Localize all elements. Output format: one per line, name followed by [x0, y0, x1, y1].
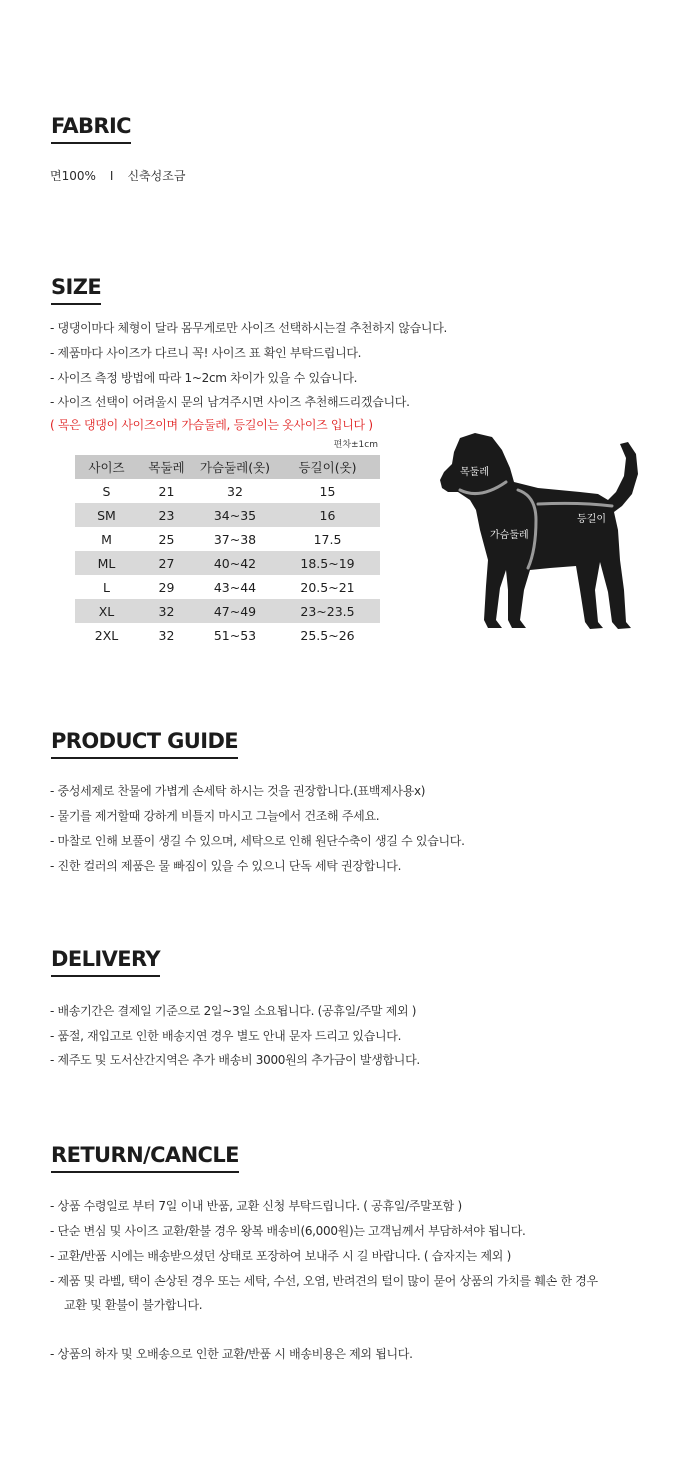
delivery-line: - 배송기간은 결제일 기준으로 2일~3일 소요됩니다. (공휴일/주말 제외 )	[50, 1004, 417, 1018]
guide-line: - 중성세제로 찬물에 가볍게 손세탁 하시는 것을 권장합니다.(표백제사용x)	[50, 784, 426, 798]
header-chest: 가슴둘레(옷)	[195, 455, 275, 479]
cell-neck: 21	[158, 483, 175, 499]
cell-neck: 27	[138, 551, 195, 575]
return-title: RETURN/CANCLE	[51, 1142, 239, 1173]
size-table-header	[75, 455, 380, 479]
cell-size: M	[101, 531, 112, 547]
table-row	[75, 503, 380, 527]
table-row	[75, 623, 380, 647]
guide-line: - 진한 컬러의 제품은 물 빠짐이 있을 수 있으니 단독 세탁 권장합니다.	[50, 859, 402, 873]
cell-size: SM	[75, 503, 138, 527]
cell-neck: 23	[138, 503, 195, 527]
size-tolerance: 편차±1cm	[333, 440, 378, 450]
header-size: 사이즈	[75, 455, 138, 479]
header-neck: 목둘레	[138, 455, 195, 479]
cell-size: ML	[75, 551, 138, 575]
return-line: - 상품 수령일로 부터 7일 이내 반품, 교환 신청 부탁드립니다. ( 공휴일/주말포함 )	[50, 1199, 462, 1213]
cell-back: 23~23.5	[275, 599, 380, 623]
fabric-title: FABRIC	[51, 113, 131, 144]
size-note: - 제품마다 사이즈가 다르니 꼭! 사이즈 표 확인 부탁드립니다.	[50, 346, 362, 360]
fabric-separator: I	[109, 169, 114, 183]
chest-label: 가슴둘레	[490, 530, 529, 541]
table-row	[75, 551, 380, 575]
cell-back: 20.5~21	[300, 579, 355, 595]
fabric-description	[50, 168, 185, 184]
cell-neck: 32	[138, 599, 195, 623]
table-row	[75, 479, 380, 503]
cell-back: 25.5~26	[300, 627, 355, 643]
cell-chest: 40~42	[195, 551, 275, 575]
dog-silhouette-icon	[440, 433, 638, 629]
fabric-stretch: 신축성조금	[127, 169, 186, 183]
cell-neck: 25	[158, 531, 175, 547]
fabric-material: 면100%	[50, 169, 96, 183]
cell-chest: 32	[227, 483, 243, 499]
cell-back: 17.5	[313, 531, 342, 547]
cell-size: XL	[75, 599, 138, 623]
return-line: - 교환/반품 시에는 배송받으셨던 상태로 포장하여 보내주 시 길 바랍니다. ( 습자지는 제외 )	[50, 1249, 511, 1263]
return-line: 교환 및 환불이 불가합니다.	[64, 1298, 203, 1312]
return-line: - 제품 및 라벨, 택이 손상된 경우 또는 세탁, 수선, 오염, 반려견의 털이 많이 묻어 상품의 가치를 훼손 한 경우	[50, 1274, 598, 1288]
cell-chest: 43~44	[213, 579, 257, 595]
cell-chest: 34~35	[195, 503, 275, 527]
neck-label: 목둘레	[460, 467, 489, 478]
size-note: - 댕댕이마다 체형이 달라 몸무게로만 사이즈 선택하시는걸 추천하지 않습니다.	[50, 321, 448, 335]
cell-chest: 51~53	[213, 627, 257, 643]
delivery-line: - 제주도 및 도서산간지역은 추가 배송비 3000원의 추가금이 발생합니다.	[50, 1053, 420, 1067]
return-line: - 상품의 하자 및 오배송으로 인한 교환/반품 시 배송비용은 제외 됩니다.	[50, 1347, 413, 1361]
guide-title: PRODUCT GUIDE	[51, 728, 238, 759]
cell-back: 16	[275, 503, 380, 527]
cell-back: 18.5~19	[275, 551, 380, 575]
size-warning: ( 목은 댕댕이 사이즈이며 가슴둘레, 등길이는 옷사이즈 입니다 )	[50, 418, 373, 432]
cell-size: L	[103, 579, 110, 595]
size-note: - 사이즈 선택이 어려울시 문의 남겨주시면 사이즈 추천해드리겠습니다.	[50, 395, 410, 409]
guide-line: - 물기를 제거할때 강하게 비틀지 마시고 그늘에서 건조해 주세요.	[50, 809, 380, 823]
cell-neck: 29	[158, 579, 175, 595]
cell-chest: 47~49	[195, 599, 275, 623]
table-row	[75, 575, 380, 599]
delivery-line: - 품절, 재입고로 인한 배송지연 경우 별도 안내 문자 드리고 있습니다.	[50, 1029, 402, 1043]
cell-size: 2XL	[94, 627, 119, 643]
cell-back: 15	[319, 483, 336, 499]
cell-chest: 37~38	[213, 531, 257, 547]
cell-neck: 32	[158, 627, 175, 643]
return-line: - 단순 변심 및 사이즈 교환/환불 경우 왕복 배송비(6,000원)는 고객님께서 부담하셔야 됩니다.	[50, 1224, 526, 1238]
table-row	[75, 599, 380, 623]
size-table	[75, 455, 380, 647]
guide-line: - 마찰로 인해 보풀이 생길 수 있으며, 세탁으로 인해 원단수축이 생길 수 있습니다.	[50, 834, 465, 848]
cell-size: S	[102, 483, 111, 499]
size-title: SIZE	[51, 274, 101, 305]
dog-measurement-diagram	[440, 430, 650, 635]
back-label: 등길이	[577, 514, 606, 525]
size-note: - 사이즈 측정 방법에 따라 1~2cm 차이가 있을 수 있습니다.	[50, 371, 358, 385]
table-row	[75, 527, 380, 551]
delivery-title: DELIVERY	[51, 946, 160, 977]
header-back: 등길이(옷)	[275, 455, 380, 479]
